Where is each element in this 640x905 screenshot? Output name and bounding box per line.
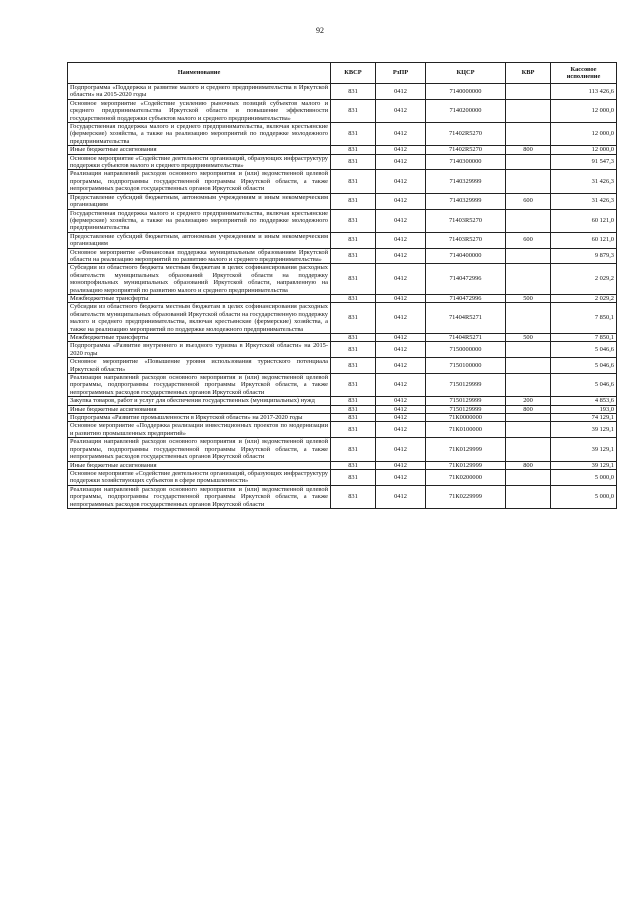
cell-kcsr: 7150129999 — [426, 405, 506, 413]
cell-name: Реализация направлений расходов основного мероприятия и (или) ведомственной целевой программы, подпрограммы государственной программы Иркутской области, а также непрограммных расходов государственных органов Иркутской области — [68, 485, 331, 508]
cell-kvr — [506, 422, 551, 438]
cell-kvr: 500 — [506, 294, 551, 302]
cell-name: Основное мероприятие «Содействие деятельности организаций, образующих инфраструктуру поддержки хозяйствующих субъектов в сфере промышленности» — [68, 469, 331, 485]
cell-kvr — [506, 414, 551, 422]
cell-kvsr: 831 — [331, 334, 376, 342]
cell-amount: 7 850,1 — [551, 303, 617, 334]
cell-kvr: 800 — [506, 146, 551, 154]
cell-name: Реализация направлений расходов основного мероприятия и (или) ведомственной целевой программы, подпрограммы государственной программы Иркутской области, а также непрограммных расходов государственных органов Иркутской области — [68, 374, 331, 397]
cell-kvsr: 831 — [331, 209, 376, 232]
cell-rzpr: 0412 — [376, 334, 426, 342]
cell-kcsr: 7150129999 — [426, 397, 506, 405]
cell-amount: 74 129,1 — [551, 414, 617, 422]
cell-kcsr: 7150000000 — [426, 342, 506, 358]
cell-name: Иные бюджетные ассигнования — [68, 405, 331, 413]
table-row — [68, 461, 617, 469]
table-row — [68, 422, 617, 438]
table-header-row — [68, 63, 617, 84]
cell-rzpr: 0412 — [376, 146, 426, 154]
cell-kvr — [506, 209, 551, 232]
cell-amount: 7 850,1 — [551, 334, 617, 342]
cell-amount: 9 879,3 — [551, 248, 617, 264]
cell-kvsr: 831 — [331, 405, 376, 413]
cell-amount: 5 046,6 — [551, 358, 617, 374]
cell-kvsr: 831 — [331, 485, 376, 508]
table-row — [68, 374, 617, 397]
cell-rzpr: 0412 — [376, 99, 426, 122]
cell-kcsr: 71404R5271 — [426, 334, 506, 342]
cell-kvr — [506, 469, 551, 485]
table-row — [68, 84, 617, 100]
cell-kcsr: 71К0129999 — [426, 461, 506, 469]
cell-kcsr: 7140329999 — [426, 193, 506, 209]
cell-kcsr: 7140472996 — [426, 264, 506, 295]
cell-amount: 39 129,1 — [551, 422, 617, 438]
cell-kvsr: 831 — [331, 264, 376, 295]
table-row — [68, 414, 617, 422]
cell-kvr: 800 — [506, 461, 551, 469]
cell-kcsr: 7140329999 — [426, 170, 506, 193]
table-row — [68, 405, 617, 413]
cell-kvsr: 831 — [331, 414, 376, 422]
table-row — [68, 209, 617, 232]
cell-kvr — [506, 438, 551, 461]
table-row — [68, 334, 617, 342]
cell-amount: 12 000,0 — [551, 123, 617, 146]
cell-kcsr: 71403R5270 — [426, 209, 506, 232]
cell-kcsr: 71К0229999 — [426, 485, 506, 508]
cell-amount: 5 000,0 — [551, 469, 617, 485]
cell-kvsr: 831 — [331, 303, 376, 334]
cell-kvsr: 831 — [331, 469, 376, 485]
cell-amount: 12 000,0 — [551, 99, 617, 122]
cell-rzpr: 0412 — [376, 170, 426, 193]
cell-name: Государственная поддержка малого и среднего предпринимательства, включая крестьянские (фермерские) хозяйства, а также на реализацию мероприятий по поддержке молодежного предпринимательства — [68, 123, 331, 146]
cell-kcsr: 7150129999 — [426, 374, 506, 397]
header-kvr: КВР — [506, 63, 551, 84]
cell-kvsr: 831 — [331, 358, 376, 374]
cell-amount: 91 547,3 — [551, 154, 617, 170]
cell-rzpr: 0412 — [376, 294, 426, 302]
cell-kvr — [506, 154, 551, 170]
cell-kvr: 200 — [506, 397, 551, 405]
cell-amount: 60 121,0 — [551, 209, 617, 232]
page-number: 92 — [316, 26, 324, 35]
cell-name: Подпрограмма «Развитие внутреннего и въездного туризма в Иркутской области» на 2015-2020 годы — [68, 342, 331, 358]
cell-amount: 193,0 — [551, 405, 617, 413]
table-body — [68, 84, 617, 509]
cell-rzpr: 0412 — [376, 154, 426, 170]
cell-amount: 113 426,6 — [551, 84, 617, 100]
cell-kvr — [506, 485, 551, 508]
cell-name: Предоставление субсидий бюджетным, автономным учреждениям и иным некоммерческим организациям — [68, 193, 331, 209]
table-row — [68, 123, 617, 146]
cell-kvr — [506, 358, 551, 374]
cell-kvsr: 831 — [331, 248, 376, 264]
cell-rzpr: 0412 — [376, 374, 426, 397]
table-row — [68, 248, 617, 264]
cell-rzpr: 0412 — [376, 485, 426, 508]
cell-kcsr: 71К0000000 — [426, 414, 506, 422]
cell-name: Реализация направлений расходов основного мероприятия и (или) ведомственной целевой программы, подпрограммы государственной программы Иркутской области, а также непрограммных расходов государственных органов Иркутской области — [68, 438, 331, 461]
cell-kcsr: 71404R5271 — [426, 303, 506, 334]
table-row — [68, 99, 617, 122]
cell-name: Иные бюджетные ассигнования — [68, 146, 331, 154]
cell-kvr: 500 — [506, 334, 551, 342]
cell-kvr — [506, 123, 551, 146]
cell-amount: 60 121,0 — [551, 232, 617, 248]
cell-amount: 31 426,3 — [551, 170, 617, 193]
cell-name: Основное мероприятие «Содействие деятельности организаций, образующих инфраструктуру поддержки субъектов малого и среднего предпринимательства» — [68, 154, 331, 170]
cell-amount: 2 029,2 — [551, 264, 617, 295]
cell-name: Закупка товаров, работ и услуг для обеспечения государственных (муниципальных) нужд — [68, 397, 331, 405]
cell-kcsr: 7140300000 — [426, 154, 506, 170]
cell-kvsr: 831 — [331, 461, 376, 469]
cell-rzpr: 0412 — [376, 422, 426, 438]
cell-amount: 39 129,1 — [551, 461, 617, 469]
cell-kvsr: 831 — [331, 146, 376, 154]
cell-name: Основное мероприятие «Повышение уровня использования туристского потенциала Иркутской области» — [68, 358, 331, 374]
cell-rzpr: 0412 — [376, 438, 426, 461]
cell-rzpr: 0412 — [376, 193, 426, 209]
cell-kvr — [506, 84, 551, 100]
cell-rzpr: 0412 — [376, 461, 426, 469]
cell-name: Межбюджетные трансферты — [68, 294, 331, 302]
cell-kvr — [506, 342, 551, 358]
table-row — [68, 294, 617, 302]
cell-amount: 5 046,6 — [551, 342, 617, 358]
cell-kvsr: 831 — [331, 397, 376, 405]
table-row — [68, 264, 617, 295]
cell-kcsr: 7140000000 — [426, 84, 506, 100]
cell-kvsr: 831 — [331, 84, 376, 100]
table-row — [68, 303, 617, 334]
cell-rzpr: 0412 — [376, 405, 426, 413]
cell-amount: 5 046,6 — [551, 374, 617, 397]
table-row — [68, 342, 617, 358]
cell-kvr — [506, 99, 551, 122]
cell-name: Основное мероприятие «Поддержка реализации инвестиционных проектов по модернизации и развитию промышленных предприятий» — [68, 422, 331, 438]
cell-kcsr: 71402R5270 — [426, 146, 506, 154]
cell-rzpr: 0412 — [376, 248, 426, 264]
table-row — [68, 358, 617, 374]
table-row — [68, 154, 617, 170]
cell-name: Основное мероприятие «Финансовая поддержка муниципальным образованиям Иркутской области на реализацию мероприятий по развитию малого и среднего предпринимательства» — [68, 248, 331, 264]
cell-kvsr: 831 — [331, 232, 376, 248]
table-row — [68, 146, 617, 154]
cell-kvsr: 831 — [331, 342, 376, 358]
cell-name: Государственная поддержка малого и среднего предпринимательства, включая крестьянские (фермерские) хозяйства, а также на реализацию мероприятий по поддержке молодежного предпринимательства — [68, 209, 331, 232]
cell-name: Субсидии из областного бюджета местным бюджетам в целях софинансирования расходных обязательств муниципальных образований Иркутской области на государственную поддержку малого и среднего предпринимательства, включая крестьянские (фермерские) хозяйства, а также на реализацию мероприятий по поддержке молодежного предпринимательства — [68, 303, 331, 334]
cell-kvr: 600 — [506, 232, 551, 248]
cell-kcsr: 71402R5270 — [426, 123, 506, 146]
cell-rzpr: 0412 — [376, 264, 426, 295]
cell-kvr — [506, 303, 551, 334]
cell-kvr — [506, 264, 551, 295]
cell-kvsr: 831 — [331, 294, 376, 302]
cell-name: Предоставление субсидий бюджетным, автономным учреждениям и иным некоммерческим организациям — [68, 232, 331, 248]
cell-kvsr: 831 — [331, 99, 376, 122]
cell-rzpr: 0412 — [376, 232, 426, 248]
table-row — [68, 193, 617, 209]
cell-kcsr: 71К0129999 — [426, 438, 506, 461]
cell-kvsr: 831 — [331, 170, 376, 193]
cell-rzpr: 0412 — [376, 209, 426, 232]
table-row — [68, 397, 617, 405]
table-row — [68, 485, 617, 508]
header-kcsr: КЦСР — [426, 63, 506, 84]
cell-kcsr: 71403R5270 — [426, 232, 506, 248]
cell-amount: 39 129,1 — [551, 438, 617, 461]
table-row — [68, 469, 617, 485]
cell-kcsr: 7140200000 — [426, 99, 506, 122]
cell-kvr — [506, 170, 551, 193]
cell-kcsr: 7140400000 — [426, 248, 506, 264]
cell-rzpr: 0412 — [376, 397, 426, 405]
cell-kvr: 600 — [506, 193, 551, 209]
cell-rzpr: 0412 — [376, 358, 426, 374]
cell-name: Субсидии из областного бюджета местным бюджетам в целях софинансирования расходных обязательств муниципальных образований Иркутской области на поддержку монопрофильных муниципальных образований Иркутской области, направленную на реализацию мероприятий по развитию малого и среднего предпринимательства — [68, 264, 331, 295]
cell-amount: 4 853,6 — [551, 397, 617, 405]
table-row — [68, 232, 617, 248]
cell-amount: 31 426,3 — [551, 193, 617, 209]
cell-name: Реализация направлений расходов основного мероприятия и (или) ведомственной целевой программы, подпрограммы государственной программы Иркутской области, а также непрограммных расходов государственных органов Иркутской области — [68, 170, 331, 193]
cell-rzpr: 0412 — [376, 123, 426, 146]
cell-kvsr: 831 — [331, 154, 376, 170]
cell-amount: 2 029,2 — [551, 294, 617, 302]
cell-rzpr: 0412 — [376, 469, 426, 485]
header-amount: Кассовое исполнение — [551, 63, 617, 84]
table-row — [68, 438, 617, 461]
cell-kcsr: 7140472996 — [426, 294, 506, 302]
cell-rzpr: 0412 — [376, 342, 426, 358]
cell-kvsr: 831 — [331, 422, 376, 438]
cell-name: Иные бюджетные ассигнования — [68, 461, 331, 469]
cell-rzpr: 0412 — [376, 303, 426, 334]
cell-kcsr: 71К0200000 — [426, 469, 506, 485]
cell-amount: 12 000,0 — [551, 146, 617, 154]
cell-name: Подпрограмма «Развитие промышленности в Иркутской области» на 2017-2020 годы — [68, 414, 331, 422]
header-kvsr: КВСР — [331, 63, 376, 84]
cell-kcsr: 71К0100000 — [426, 422, 506, 438]
header-rzpr: РзПР — [376, 63, 426, 84]
cell-rzpr: 0412 — [376, 414, 426, 422]
cell-rzpr: 0412 — [376, 84, 426, 100]
cell-kvr — [506, 248, 551, 264]
cell-kvsr: 831 — [331, 193, 376, 209]
table-row — [68, 170, 617, 193]
cell-kvsr: 831 — [331, 123, 376, 146]
cell-kvsr: 831 — [331, 374, 376, 397]
cell-name: Основное мероприятие «Содействие усилению рыночных позиций субъектов малого и среднего предпринимательства Иркутской области и повышение эффективности государственной поддержки субъектов малого и среднего предпринимательства» — [68, 99, 331, 122]
cell-kcsr: 7150100000 — [426, 358, 506, 374]
header-name: Наименование — [68, 63, 331, 84]
cell-kvr: 800 — [506, 405, 551, 413]
budget-execution-table — [67, 62, 617, 509]
cell-kvsr: 831 — [331, 438, 376, 461]
cell-name: Подпрограмма «Поддержка и развитие малого и среднего предпринимательства в Иркутской области» на 2015-2020 годы — [68, 84, 331, 100]
cell-kvr — [506, 374, 551, 397]
cell-name: Межбюджетные трансферты — [68, 334, 331, 342]
cell-amount: 5 000,0 — [551, 485, 617, 508]
